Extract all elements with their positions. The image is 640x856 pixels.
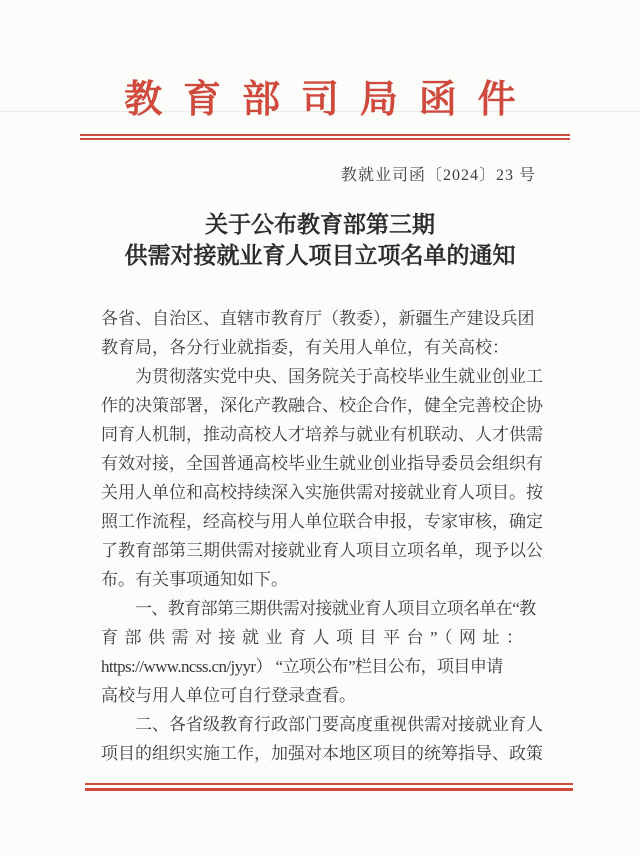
- body-line: 高校与用人单位可自行登录查看。: [101, 686, 356, 705]
- body-line: 教育局，各分行业就指委，有关用人单位，有关高校：: [101, 338, 509, 357]
- body-line: 项目的组织实施工作，加强对本地区项目的统筹指导、政策: [101, 744, 543, 763]
- body-line: 关用人单位和高校持续深入实施供需对接就业育人项目。按: [101, 483, 543, 502]
- body-line: 为贯彻落实党中央、国务院关于高校毕业生就业创业工: [135, 367, 543, 386]
- document-number: 教就业司函〔2024〕23 号: [340, 167, 536, 184]
- body-line: 照工作流程，经高校与用人单位联合申报，专家审核，确定: [101, 512, 543, 531]
- body-line: 各省、自治区、直辖市教育厅（教委），新疆生产建设兵团: [101, 309, 535, 328]
- body-line: https://www.ncss.cn/jyyr） “立项公布”栏目公布，项目申请: [101, 657, 503, 676]
- letterhead-title: 教育部司局函件: [124, 79, 537, 121]
- document-title-line1: 关于公布教育部第三期: [205, 212, 435, 237]
- body-line: 了教育部第三期供需对接就业育人项目立项名单，现予以公: [101, 541, 543, 560]
- document-title-line2: 供需对接就业育人项目立项名单的通知: [124, 243, 516, 268]
- body-line: 育部供需对接就业育人项目平台”（网址：: [101, 628, 530, 647]
- footer-divider: [85, 783, 573, 791]
- body-line: 二、各省级教育行政部门要高度重视供需对接就业育人: [135, 715, 543, 734]
- body-line: 作的决策部署，深化产教融合、校企合作，健全完善校企协: [101, 396, 543, 415]
- body-line: 同育人机制，推动高校人才培养与就业有机联动、人才供需: [101, 425, 543, 444]
- body-line: 一、教育部第三期供需对接就业育人项目立项名单在“教: [135, 599, 536, 618]
- body-line: 布。有关事项通知如下。: [101, 570, 288, 589]
- body-line: 有效对接，全国普通高校毕业生就业创业指导委员会组织有: [101, 454, 543, 473]
- document-title: [0, 209, 640, 271]
- letterhead-divider: [80, 134, 570, 140]
- document-body: [101, 304, 545, 768]
